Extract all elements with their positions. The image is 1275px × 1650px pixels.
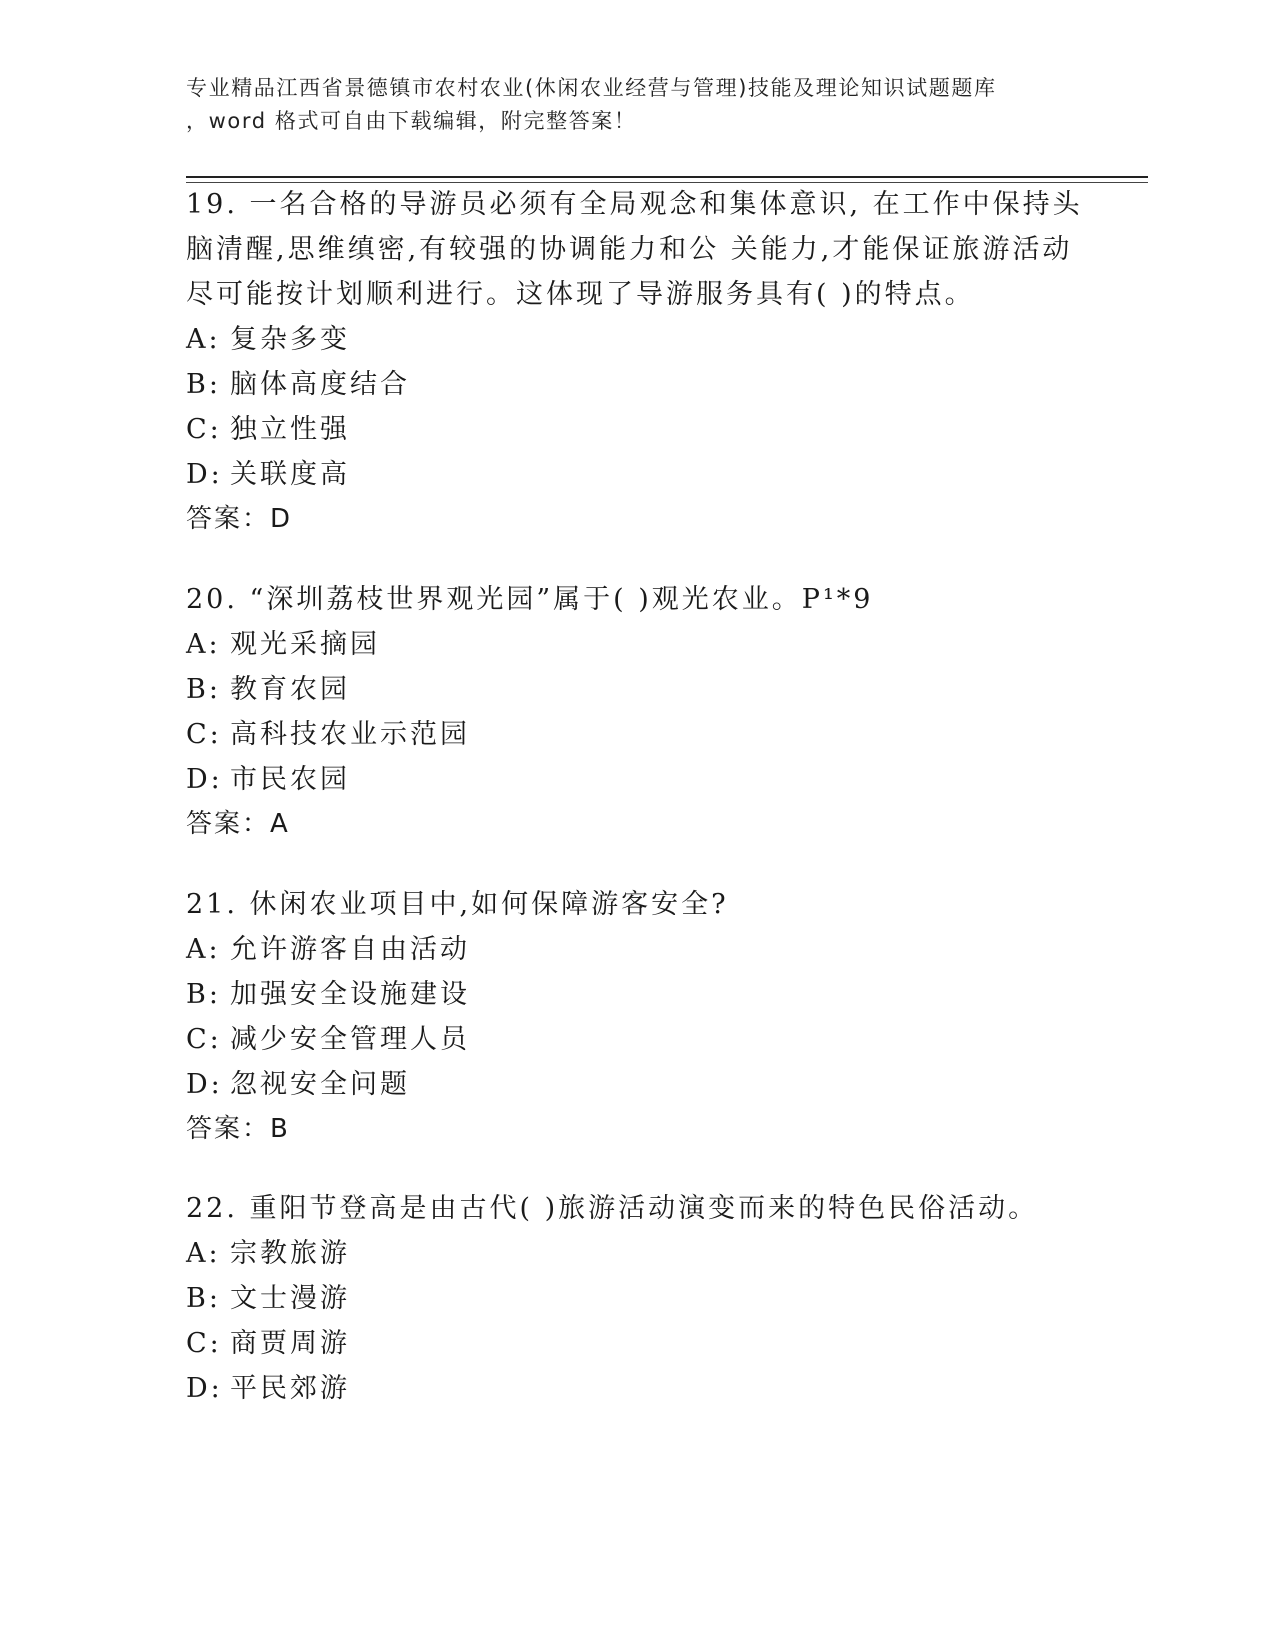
option-letter: C: [186, 719, 222, 750]
option-text: 复杂多变 [230, 324, 350, 355]
question-21 [186, 882, 1086, 1152]
option-text: 减少安全管理人员 [230, 1024, 470, 1055]
option-letter: D: [186, 1373, 223, 1404]
header-subtitle-line: ，word 格式可自由下载编辑，附完整答案！ [186, 109, 637, 133]
option-text: 允许游客自由活动 [230, 934, 470, 965]
question-stem-line: 19. 一名合格的导游员必须有全局观念和集体意识, 在工作中保持头 [186, 189, 1083, 220]
option-b [186, 362, 1086, 407]
option-letter: B: [186, 1283, 221, 1314]
option-text: 宗教旅游 [230, 1238, 350, 1269]
option-text: 观光采摘园 [230, 629, 380, 660]
answer-line: 答案：B [186, 1114, 290, 1144]
question-stem-line: 尽可能按计划顺利进行。这体现了导游服务具有( )的特点。 [186, 279, 975, 310]
option-c [186, 1321, 1086, 1366]
option-text: 独立性强 [230, 414, 350, 445]
option-a [186, 1231, 1086, 1276]
option-c [186, 1017, 1086, 1062]
option-d [186, 1062, 1086, 1107]
option-letter: B: [186, 674, 221, 705]
option-c [186, 407, 1086, 452]
option-letter: C: [186, 414, 222, 445]
option-letter: A: [186, 324, 221, 355]
option-d [186, 757, 1086, 802]
option-text: 教育农园 [230, 674, 350, 705]
option-d [186, 452, 1086, 497]
option-letter: C: [186, 1024, 222, 1055]
option-text: 文士漫游 [230, 1283, 350, 1314]
option-text: 加强安全设施建设 [230, 979, 470, 1010]
option-b [186, 1276, 1086, 1321]
header-divider-thick [186, 176, 1148, 178]
answer-line: 答案：A [186, 809, 290, 839]
option-text: 脑体高度结合 [230, 369, 410, 400]
option-d [186, 1366, 1086, 1411]
option-text: 高科技农业示范园 [230, 719, 470, 750]
question-stem-line: 22. 重阳节登高是由古代( )旅游活动演变而来的特色民俗活动。 [186, 1193, 1039, 1224]
question-19 [186, 182, 1086, 542]
option-a [186, 622, 1086, 667]
option-letter: D: [186, 1069, 223, 1100]
option-b [186, 667, 1086, 712]
option-text: 忽视安全问题 [230, 1069, 410, 1100]
question-stem-line: 21. 休闲农业项目中,如何保障游客安全? [186, 889, 729, 920]
option-text: 关联度高 [230, 459, 350, 490]
question-22 [186, 1186, 1086, 1411]
answer-line: 答案：D [186, 504, 293, 534]
option-text: 商贾周游 [230, 1328, 350, 1359]
option-letter: B: [186, 369, 221, 400]
document-header [186, 72, 1086, 138]
option-letter: D: [186, 459, 223, 490]
question-stem-line: 20. “深圳荔枝世界观光园”属于( )观光农业。P¹*9 [186, 584, 874, 615]
option-c [186, 712, 1086, 757]
option-text: 市民农园 [230, 764, 350, 795]
option-b [186, 972, 1086, 1017]
header-title-line: 专业精品江西省景德镇市农村农业(休闲农业经营与管理)技能及理论知识试题题库 [186, 76, 997, 100]
option-letter: A: [186, 629, 221, 660]
question-20 [186, 577, 1086, 847]
option-a [186, 927, 1086, 972]
option-text: 平民郊游 [230, 1373, 350, 1404]
question-stem-line: 脑清醒,思维缜密,有较强的协调能力和公 关能力,才能保证旅游活动 [186, 234, 1073, 265]
option-letter: D: [186, 764, 223, 795]
option-letter: B: [186, 979, 221, 1010]
option-letter: A: [186, 934, 221, 965]
option-letter: A: [186, 1238, 221, 1269]
option-a [186, 317, 1086, 362]
option-letter: C: [186, 1328, 222, 1359]
